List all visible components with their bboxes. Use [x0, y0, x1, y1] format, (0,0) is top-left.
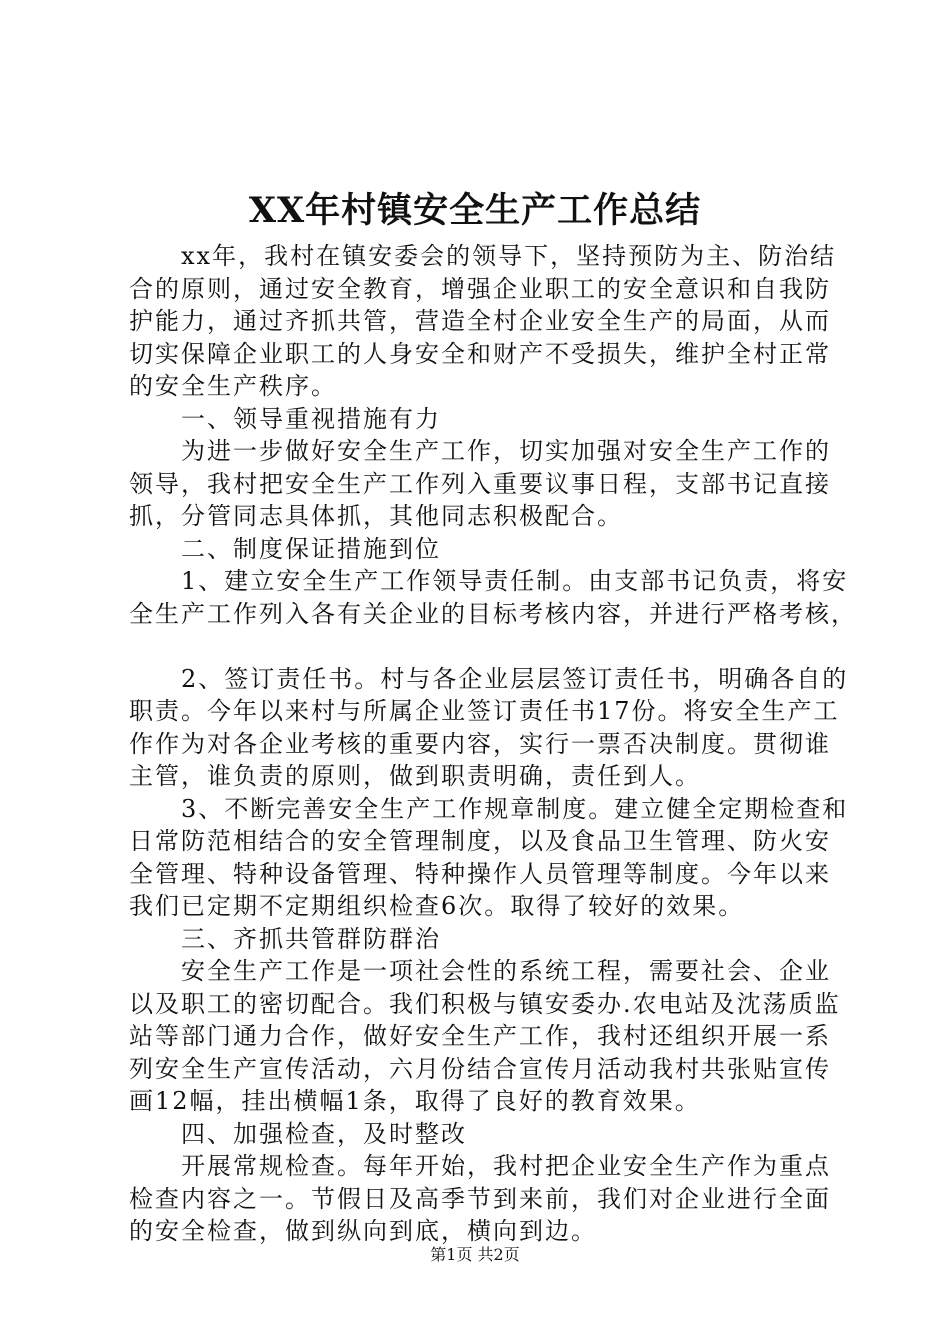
- body-line: 护能力，通过齐抓共管，营造全村企业安全生产的局面，从而: [129, 307, 831, 335]
- document-body: [129, 240, 857, 1248]
- section-heading-3: 三、齐抓共管群防群治: [129, 924, 441, 953]
- body-line: 3、不断完善安全生产工作规章制度。建立健全定期检查和: [129, 794, 849, 823]
- body-line: 我们已定期不定期组织检查6次。取得了较好的效果。: [129, 892, 745, 920]
- body-line: 日常防范相结合的安全管理制度，以及食品卫生管理、防火安: [129, 827, 831, 855]
- body-line: 的安全生产秩序。: [129, 372, 337, 400]
- body-line: xx年，我村在镇安委会的领导下，坚持预防为主、防治结: [129, 242, 837, 270]
- body-line: 1、建立安全生产工作领导责任制。由支部书记负责，将安: [129, 567, 849, 595]
- body-line: 的安全检查，做到纵向到底，横向到边。: [129, 1217, 597, 1245]
- body-line: 职责。今年以来村与所属企业签订责任书17份。将安全生产工: [129, 697, 840, 725]
- body-line: 以及职工的密切配合。我们积极与镇安委办.农电站及沈荡质监: [129, 989, 841, 1018]
- body-line: 全管理、特种设备管理、特种操作人员管理等制度。今年以来: [129, 859, 831, 888]
- body-line: 为进一步做好安全生产工作，切实加强对安全生产工作的: [129, 437, 831, 465]
- body-line: 列安全生产宣传活动，六月份结合宣传月活动我村共张贴宣传: [129, 1054, 831, 1083]
- body-line: 合的原则，通过安全教育，增强企业职工的安全意识和自我防: [129, 274, 831, 303]
- body-line: 站等部门通力合作，做好安全生产工作，我村还组织开展一系: [129, 1022, 831, 1050]
- section-heading-1: 一、领导重视措施有力: [129, 404, 441, 433]
- body-line: 2、签订责任书。村与各企业层层签订责任书，明确各自的: [129, 664, 849, 693]
- body-line: 领导，我村把安全生产工作列入重要议事日程，支部书记直接: [129, 469, 831, 498]
- section-heading-4: 四、加强检查，及时整改: [129, 1119, 467, 1148]
- body-line: 安全生产工作是一项社会性的系统工程，需要社会、企业: [129, 957, 831, 985]
- body-line: 作作为对各企业考核的重要内容，实行一票否决制度。贯彻谁: [129, 729, 831, 758]
- body-line: 开展常规检查。每年开始，我村把企业安全生产作为重点: [129, 1152, 831, 1180]
- body-line: 抓，分管同志具体抓，其他同志积极配合。: [129, 502, 623, 530]
- body-line: 切实保障企业职工的人身安全和财产不受损失，维护全村正常: [129, 339, 831, 368]
- section-heading-2: 二、制度保证措施到位: [129, 534, 441, 563]
- page-number-footer: 第1页 共2页: [430, 1245, 520, 1264]
- body-line: 画12幅，挂出横幅1条，取得了良好的教育效果。: [129, 1087, 701, 1115]
- document-title: XX年村镇安全生产工作总结: [248, 190, 702, 231]
- blank-line: [129, 630, 829, 663]
- body-line: 主管，谁负责的原则，做到职责明确，责任到人。: [129, 762, 701, 790]
- body-line: 全生产工作列入各有关企业的目标考核内容，并进行严格考核，: [129, 599, 857, 628]
- body-line: 检查内容之一。节假日及高季节到来前，我们对企业进行全面: [129, 1184, 831, 1213]
